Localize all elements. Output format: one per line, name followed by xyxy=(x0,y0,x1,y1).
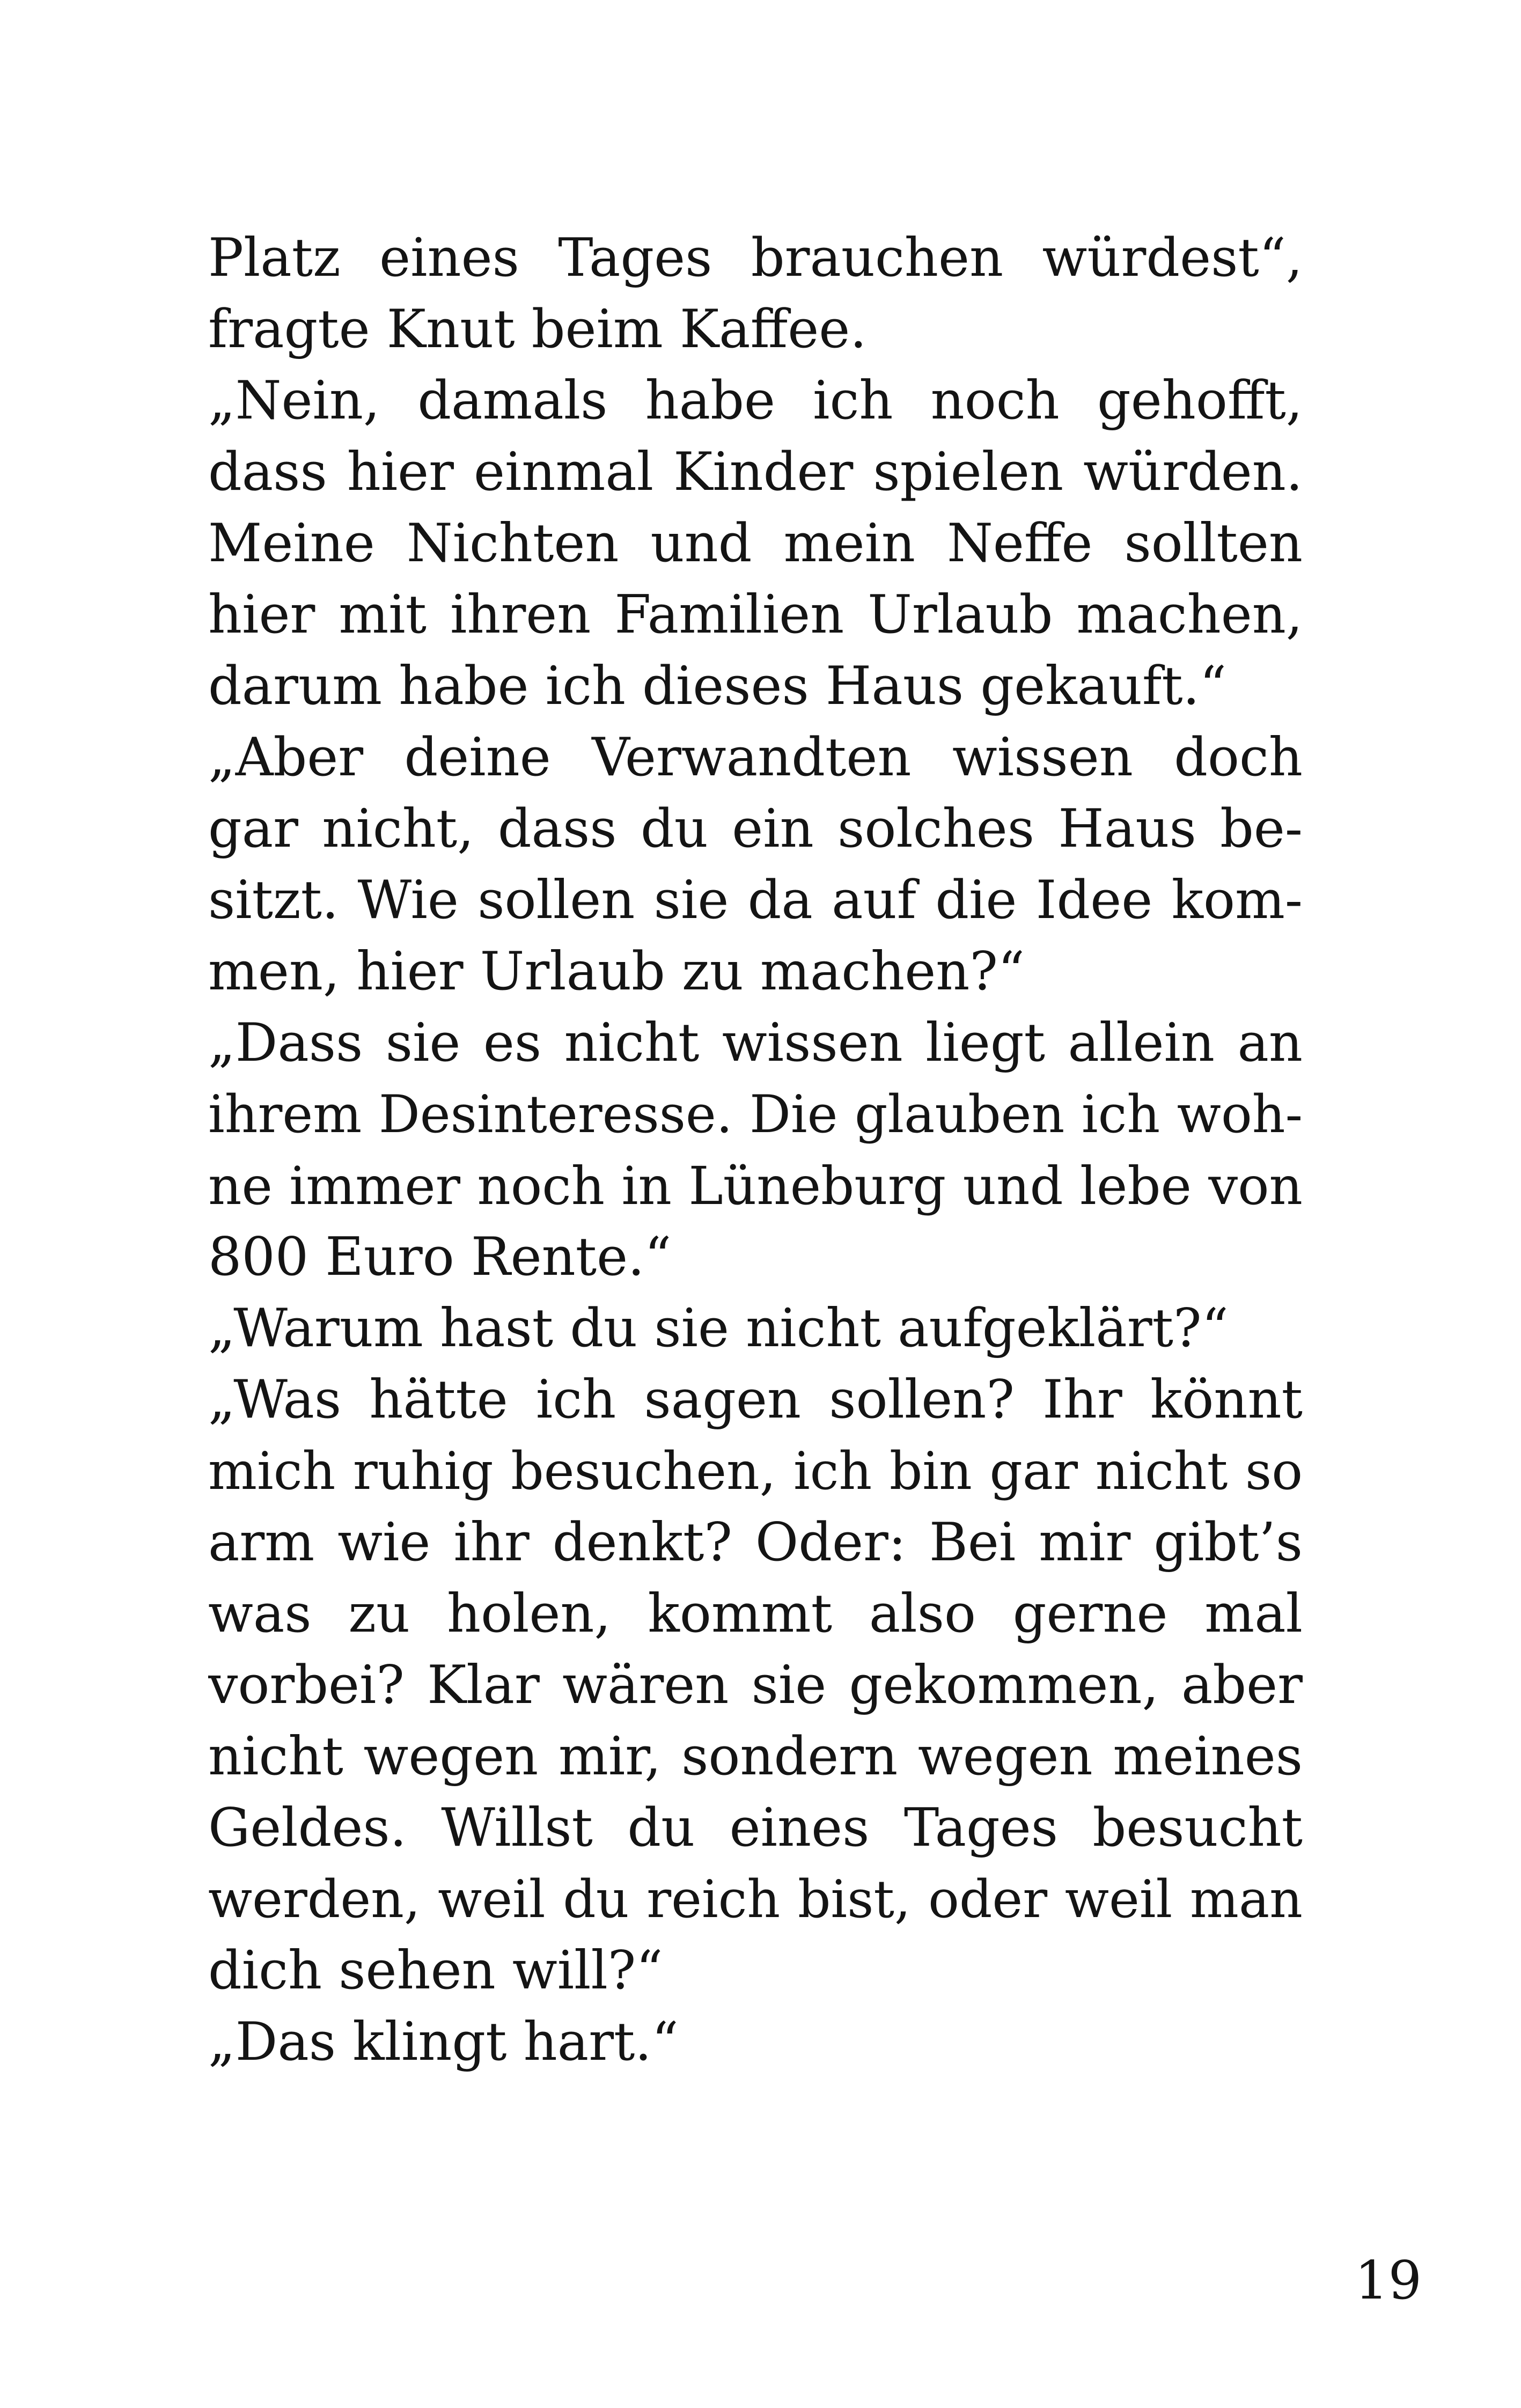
text-line-21: vorbei? Klar wären sie gekommen, aber xyxy=(208,1655,1303,1716)
text-line-23: Geldes. Willst du eines Tages besucht xyxy=(208,1797,1303,1859)
text-line-24: werden, weil du reich bist, oder weil man xyxy=(208,1869,1303,1929)
text-line-18: mich ruhig besuchen, ich bin gar nicht so xyxy=(208,1441,1303,1501)
text-line-11: men, hier Urlaub zu machen?“ xyxy=(208,941,1025,1002)
text-line-3: „Nein, damals habe ich noch gehofft, xyxy=(208,370,1303,431)
text-line-14: ne immer noch in Lüneburg und lebe von xyxy=(208,1156,1303,1216)
text-line-6: hier mit ihren Familien Urlaub machen, xyxy=(208,584,1303,645)
text-line-9: gar nicht, dass du ein solches Haus be- xyxy=(208,798,1303,860)
text-line-19: arm wie ihr denkt? Oder: Bei mir gibt’s xyxy=(208,1512,1303,1573)
text-line-13: ihrem Desinteresse. Die glauben ich woh- xyxy=(208,1084,1303,1144)
page-number: 19 xyxy=(1355,2250,1422,2311)
text-line-10: sitzt. Wie sollen sie da auf die Idee kom- xyxy=(208,870,1303,931)
text-line-12: „Dass sie es nicht wissen liegt allein an xyxy=(208,1012,1303,1074)
text-line-15: 800 Euro Rente.“ xyxy=(208,1227,672,1288)
text-line-5: Meine Nichten und mein Neffe sollten xyxy=(208,513,1303,574)
text-line-4: dass hier einmal Kinder spielen würden. xyxy=(208,442,1303,503)
text-line-20: was zu holen, kommt also gerne mal xyxy=(208,1583,1303,1645)
text-line-2: fragte Knut beim Kaffee. xyxy=(208,299,867,360)
text-line-16: „Warum hast du sie nicht aufgeklärt?“ xyxy=(208,1298,1229,1359)
text-line-17: „Was hätte ich sagen sollen? Ihr könnt xyxy=(208,1369,1303,1430)
text-line-1: Platz eines Tages brauchen würdest“, xyxy=(208,227,1303,289)
text-line-7: darum habe ich dieses Haus gekauft.“ xyxy=(208,656,1226,717)
text-line-25: dich sehen will?“ xyxy=(208,1940,663,2001)
text-line-22: nicht wegen mir, sondern wegen meines xyxy=(208,1726,1303,1787)
text-line-26: „Das klingt hart.“ xyxy=(208,2011,679,2073)
body-text xyxy=(208,223,1303,2078)
text-line-8: „Aber deine Verwandten wissen doch xyxy=(208,727,1303,788)
